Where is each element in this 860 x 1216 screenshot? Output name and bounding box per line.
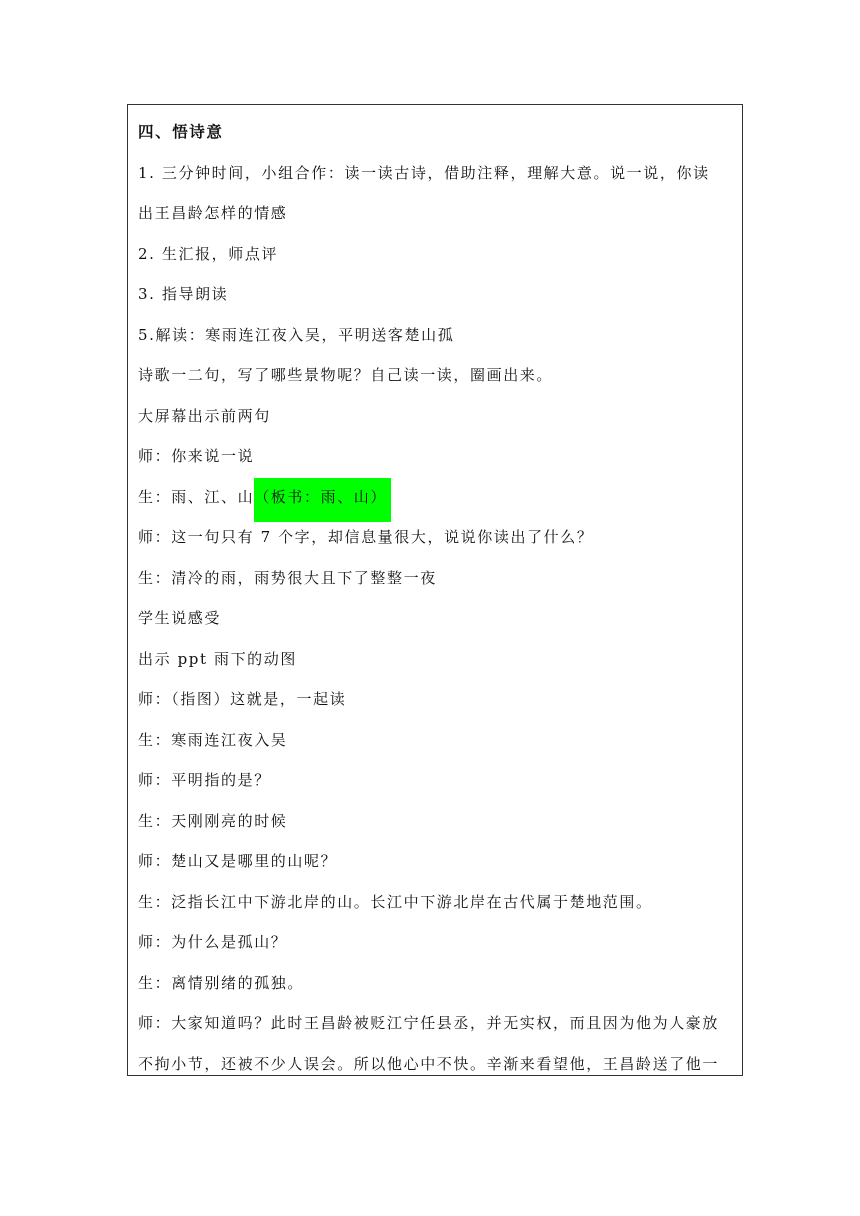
text-line: 学生说感受 <box>138 609 222 627</box>
text-line-part: 生：雨、江、山 <box>138 487 255 506</box>
lesson-table-cell <box>127 104 743 1076</box>
text-line: 师：楚山又是哪里的山呢？ <box>138 852 338 870</box>
text-line-with-highlight <box>138 483 738 524</box>
board-note-highlight: （板书：雨、山） <box>254 478 391 522</box>
text-line: 师：为什么是孤山？ <box>138 933 288 951</box>
text-line: 出示 ppt 雨下的动图 <box>138 649 297 668</box>
text-line: 师：这一句只有 7 个字，却信息量很大，说说你读出了什么？ <box>138 528 594 546</box>
section-heading: 四、悟诗意 <box>138 122 224 141</box>
text-line: 生：泛指长江中下游北岸的山。长江中下游北岸在古代属于楚地范围。 <box>138 892 653 911</box>
text-line: 师：（指图）这就是，一起读 <box>138 690 347 708</box>
text-line: 诗歌一二句，写了哪些景物呢？自己读一读，圈画出来。 <box>138 366 554 384</box>
text-line: 师：大家知道吗？此时王昌龄被贬江宁任县丞，并无实权，而且因为他为人豪放 <box>138 1014 720 1032</box>
text-line: 生：清冷的雨，雨势很大且下了整整一夜 <box>138 568 437 587</box>
text-line: 5.解读：寒雨连江夜入吴，平明送客楚山孤 <box>138 325 455 344</box>
text-line: 师：你来说一说 <box>138 447 255 465</box>
text-line: 生：离情别绪的孤独。 <box>138 973 305 992</box>
text-line: 大屏幕出示前两句 <box>138 406 271 425</box>
text-line: 不拘小节，还被不少人误会。所以他心中不快。辛渐来看望他，王昌龄送了他一 <box>138 1054 720 1073</box>
text-line: 3. 指导朗读 <box>138 285 229 303</box>
text-line: 师：平明指的是？ <box>138 771 271 789</box>
text-line: 1. 三分钟时间，小组合作：读一读古诗，借助注释，理解大意。说一说，你读 <box>138 163 710 182</box>
text-line: 2. 生汇报，师点评 <box>138 244 279 263</box>
text-line: 生：天刚刚亮的时候 <box>138 811 288 830</box>
lesson-text-block <box>138 118 738 1076</box>
text-line: 出王昌龄怎样的情感 <box>138 204 288 222</box>
text-line: 生：寒雨连江夜入吴 <box>138 730 288 749</box>
